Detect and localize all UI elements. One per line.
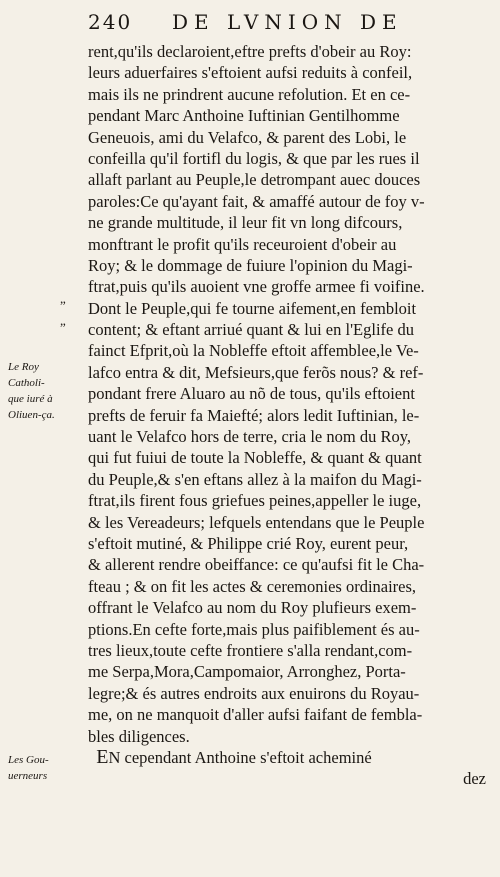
text-line: content; & eftant arriué quant & lui en l'Eglife du [88, 320, 414, 340]
text-line: qui fut fuiui de toute la Nobleffe, & quant & quant [88, 448, 422, 468]
text-line: ne grande multitude, il leur fit vn long difcours, [88, 213, 403, 233]
text-line: fainct Efprit,où la Nobleffe eftoit affemblee,le Ve- [88, 341, 419, 361]
text-fragment: N cependant Anthoine s'eftoit acheminé [108, 747, 372, 767]
text-line: Roy; & le dommage de fuiure l'opinion du Magi- [88, 255, 413, 275]
text-line: ftrat,puis qu'ils auoient vne groffe armee fi voifine. [88, 277, 425, 297]
text-line: uant le Velafco hors de terre, cria le nom du Roy, [88, 427, 412, 447]
text-line-last [88, 747, 486, 768]
text-line: bles diligences. [88, 726, 190, 746]
text-line: ftrat,ils firent fous griefues peines,appeller le iuge, [88, 491, 422, 511]
text-line: me, on ne manquoit d'aller aufsi faifant de fembla- [88, 705, 423, 725]
text-line: & allerent rendre obeiffance: ce qu'aufsi fit le Cha- [88, 555, 425, 575]
text-line: fteau ; & on fit les actes & ceremonies ordinaires, [88, 576, 417, 596]
text-line: leurs aduerfaires s'eftoient aufsi reduits à confeil, [88, 63, 413, 83]
text-line: monftrant le profit qu'ils receuroient d'obeir au [88, 234, 397, 254]
catchword: dez [463, 769, 486, 789]
text-line: pondant frere Aluaro au nõ de tous, qu'ils eftoient [88, 384, 415, 404]
text-line: legre;& és autres endroits aux enuirons du Royau- [88, 683, 420, 703]
margin-note: Les Gou-uerneurs [8, 754, 49, 782]
page-number: 240 [88, 10, 133, 34]
quote-mark: ” [60, 320, 66, 335]
running-head: DE LVNION DE [172, 10, 403, 34]
text-line: mais ils ne prindrent aucune refolution. Et en ce- [88, 84, 411, 104]
text-line: offrant le Velafco au nom du Roy plufieurs exem- [88, 598, 417, 618]
text-line: rent,qu'ils declaroient,eftre prefts d'obeir au Roy: [88, 42, 412, 61]
text-line: du Peuple,& s'en eftans allez à la maifon du Magi- [88, 469, 422, 489]
text-line: lafco entra & dit, Mefsieurs,que ferõs nous? & ref- [88, 362, 424, 382]
text-line: confeilla qu'il fortifl du logis, & que par les rues il [88, 148, 420, 168]
margin-note: Le Roy Catholi-que iuré à Oliuen-ça. [8, 361, 55, 421]
text-line: tres lieux,toute cefte frontiere s'alla rendant,com- [88, 640, 413, 660]
text-line: Geneuois, ami du Velafco, & parent des Lobi, le [88, 127, 407, 147]
text-line: paroles:Ce qu'ayant fait, & amaffé autour de foy v- [88, 191, 425, 211]
initial-letter: E [96, 745, 109, 768]
text-line: Dont le Peuple,qui fe tourne aifement,en fembloit [88, 298, 417, 318]
body-text [88, 41, 486, 790]
text-line: me Serpa,Mora,Campomaior, Arronghez, Porta- [88, 662, 406, 682]
text-line: s'eftoit mutiné, & Philippe crié Roy, eurent peur, [88, 533, 409, 553]
quote-mark: ” [60, 298, 66, 313]
text-line: allaft parlant au Peuple,le detrompant auec douces [88, 170, 421, 190]
text-line: pendant Marc Anthoine Iuftinian Gentilhomme [88, 106, 400, 126]
text-line: ptions.En cefte forte,mais plus paifiblement és au- [88, 619, 420, 639]
page-header [88, 10, 482, 36]
text-line: prefts de feruir fa Maiefté; alors ledit Iuftinian, le- [88, 405, 420, 425]
text-line: & les Vereadeurs; lefquels entendans que le Peuple [88, 512, 425, 532]
